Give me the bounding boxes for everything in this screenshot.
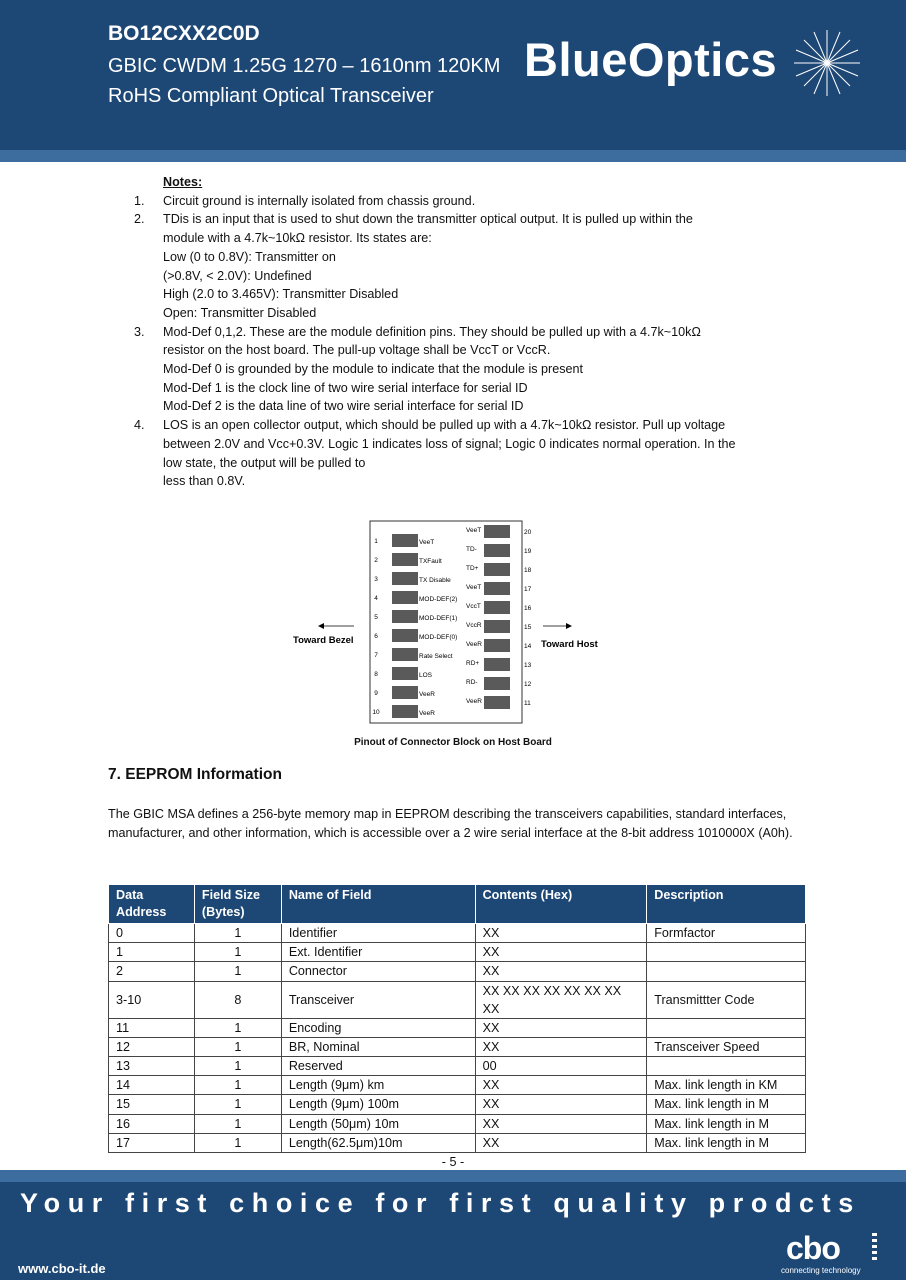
brand-logo: BlueOptics [524,33,778,86]
table-cell: Connector [281,962,475,981]
pin-label: VeeT [466,527,482,534]
pin-number: 6 [374,633,378,640]
table-cell: 1 [194,1133,281,1152]
product-compliance: RoHS Compliant Optical Transceiver [108,85,434,107]
table-cell: XX [475,1018,647,1037]
pin-number: 7 [374,652,378,659]
pin-label: TD+ [466,565,479,572]
starburst-icon [792,28,862,98]
product-code: BO12CXX2C0D [108,22,260,45]
table-cell: 0 [109,924,195,943]
cbo-logo: cbo [786,1230,840,1266]
note-line: module with a 4.7k~10kΩ resistor. Its states are: [163,231,432,246]
table-header-row [109,885,806,924]
footer-divider [0,1170,906,1182]
table-row [109,1056,806,1075]
notes-section [108,173,808,491]
table-cell: Identifier [281,924,475,943]
table-cell: 15 [109,1095,195,1114]
pin-label: RD+ [466,660,480,667]
table-cell: Length (9μm) 100m [281,1095,475,1114]
note-item [108,210,808,322]
column-header: Field Size (Bytes) [194,885,281,924]
note-line: Circuit ground is internally isolated from chassis ground. [163,193,476,208]
pin-pad [484,696,510,709]
table-row [109,1018,806,1037]
table-cell: Max. link length in M [647,1114,806,1133]
table-cell: XX [475,1095,647,1114]
table-cell: XX [475,1114,647,1133]
table-row [109,1095,806,1114]
pin-label: TXFault [419,558,442,565]
table-cell: Formfactor [647,924,806,943]
product-subtitle: GBIC CWDM 1.25G 1270 – 1610nm 120KM [108,55,501,77]
table-cell: Length (9μm) km [281,1076,475,1095]
table-cell [647,1056,806,1075]
pin-pad [484,601,510,614]
table-body [109,924,806,1153]
table-cell: XX [475,1037,647,1056]
table-cell: Length(62.5μm)10m [281,1133,475,1152]
note-line: Mod-Def 1 is the clock line of two wire serial interface for serial ID [163,380,528,395]
toward-bezel-label: Toward Bezel [293,635,354,646]
pin-label: MOD-DEF(2) [419,596,458,603]
pin-number: 19 [524,548,532,555]
pin-label: VccR [466,622,482,629]
table-cell: Max. link length in M [647,1133,806,1152]
pin-label: MOD-DEF(1) [419,615,458,622]
table-cell: 1 [194,943,281,962]
note-item [108,323,808,417]
pin-pad [392,667,418,680]
note-line: Low (0 to 0.8V): Transmitter on [163,249,336,264]
table-row [109,1133,806,1152]
pin-label: VeeR [466,698,482,705]
table-cell [647,962,806,981]
table-row [109,943,806,962]
toward-host-arrow [543,623,572,629]
pin-pad [484,582,510,595]
table-cell: 1 [194,1095,281,1114]
pin-label: VeeR [466,641,482,648]
pin-label: VeeR [419,710,435,717]
pin-number: 14 [524,643,532,650]
pin-number: 13 [524,662,532,669]
toward-host-label: Toward Host [541,639,598,650]
pin-number: 1 [374,538,378,545]
pin-number: 16 [524,605,532,612]
table-cell: 1 [194,1056,281,1075]
section-title: 7. EEPROM Information [108,766,282,783]
table-cell: 12 [109,1037,195,1056]
pinout-diagram [288,518,598,728]
note-line: resistor on the host board. The pull-up voltage shall be VccT or VccR. [163,343,551,358]
footer-website-link[interactable]: www.cbo-it.de [18,1261,106,1276]
table-row [109,924,806,943]
table-cell: 14 [109,1076,195,1095]
pin-label: TX Disable [419,577,451,584]
note-line: between 2.0V and Vcc+0.3V. Logic 1 indicates loss of signal; Logic 0 indicates normal operation. In the [163,436,736,451]
table-cell: 00 [475,1056,647,1075]
table-cell: 1 [194,1076,281,1095]
pin-pad [392,572,418,585]
pin-number: 20 [524,529,532,536]
pin-label: VeeT [466,584,482,591]
pin-pad [484,639,510,652]
table-row [109,1037,806,1056]
pin-number: 9 [374,690,378,697]
pin-label: Rate Select [419,653,453,660]
table-cell: 1 [194,1018,281,1037]
pin-pad [484,677,510,690]
pin-label: VccT [466,603,481,610]
pin-label: VeeT [419,539,435,546]
eeprom-table [108,884,806,1153]
pin-number: 11 [524,700,531,707]
cbo-logo-dots-icon [871,1232,879,1262]
table-cell: 2 [109,962,195,981]
pin-pad [484,525,510,538]
footer-slogan: Your first choice for first quality prodcts [20,1188,861,1218]
note-line: High (2.0 to 3.465V): Transmitter Disabled [163,287,399,302]
pin-pad [392,648,418,661]
table-cell: Max. link length in KM [647,1076,806,1095]
note-line: Mod-Def 0,1,2. These are the module definition pins. They should be pulled up with a 4.7k~10kΩ [163,324,701,339]
header-divider [0,150,906,162]
pin-label: MOD-DEF(0) [419,634,458,641]
notes-list [108,192,808,491]
pin-pad [392,591,418,604]
notes-heading: Notes: [163,175,203,189]
table-row [109,1076,806,1095]
pin-pad [392,553,418,566]
table-cell: 17 [109,1133,195,1152]
table-cell: 1 [109,943,195,962]
table-cell: Ext. Identifier [281,943,475,962]
column-header: Description [647,885,806,924]
table-cell: Transceiver [281,981,475,1018]
pin-pad [392,686,418,699]
pin-number: 3 [374,576,378,583]
note-number: 4. [134,418,145,433]
note-number: 2. [134,212,145,227]
diagram-caption: Pinout of Connector Block on Host Board [354,737,552,748]
pin-label: LOS [419,672,433,679]
table-cell: XX [475,943,647,962]
pin-pad [484,563,510,576]
pin-number: 18 [524,567,532,574]
table-cell: XX XX XX XX XX XX XX XX [475,981,647,1018]
cbo-tagline: connecting technology [781,1266,861,1275]
toward-bezel-arrow [318,623,354,629]
table-cell: BR, Nominal [281,1037,475,1056]
note-item [108,192,808,211]
pin-number: 15 [524,624,532,631]
column-header: Name of Field [281,885,475,924]
note-line: low state, the output will be pulled to [163,455,366,470]
page-number: - 5 - [441,1155,465,1169]
pin-number: 10 [372,709,380,716]
table-cell: Length (50μm) 10m [281,1114,475,1133]
table-cell: 1 [194,1037,281,1056]
table-cell: XX [475,1133,647,1152]
pin-pad [392,610,418,623]
note-number: 1. [134,193,145,208]
pin-label: TD- [466,546,477,553]
pin-label: VeeR [419,691,435,698]
table-cell: 1 [194,962,281,981]
note-line: (>0.8V, < 2.0V): Undefined [163,268,312,283]
note-item [108,416,808,491]
table-cell: 16 [109,1114,195,1133]
table-cell: Max. link length in M [647,1095,806,1114]
note-number: 3. [134,324,145,339]
note-line: less than 0.8V. [163,474,246,489]
table-cell: XX [475,962,647,981]
table-cell: 1 [194,1114,281,1133]
column-header: Contents (Hex) [475,885,647,924]
table-cell: 13 [109,1056,195,1075]
section-paragraph: The GBIC MSA defines a 256-byte memory map in EEPROM describing the transceivers capabilities, standard interfaces, manufacturer, and other information, which is accessible over a 2 wire serial interface at the 8-bit address 1010000X (A0h). [108,807,793,840]
table-cell: Transmittter Code [647,981,806,1018]
pin-number: 4 [374,595,378,602]
note-line: Mod-Def 0 is grounded by the module to indicate that the module is present [163,362,584,377]
note-line: LOS is an open collector output, which should be pulled up with a 4.7k~10kΩ resistor. Pull up voltage [163,418,726,433]
pin-number: 8 [374,671,378,678]
pin-pad [484,658,510,671]
table-cell: 3-10 [109,981,195,1018]
table-cell: XX [475,1076,647,1095]
note-line: TDis is an input that is used to shut down the transmitter optical output. It is pulled up within the [163,212,693,227]
pin-number: 17 [524,586,532,593]
note-line: Open: Transmitter Disabled [163,305,317,320]
table-row [109,981,806,1018]
table-cell: Encoding [281,1018,475,1037]
pin-pad [392,705,418,718]
table-cell: 11 [109,1018,195,1037]
pin-number: 12 [524,681,532,688]
table-cell: 8 [194,981,281,1018]
table-cell: Reserved [281,1056,475,1075]
table-row [109,1114,806,1133]
pin-pad [484,620,510,633]
table-cell [647,1018,806,1037]
pin-pad [392,629,418,642]
table-cell: XX [475,924,647,943]
table-cell: Transceiver Speed [647,1037,806,1056]
table-cell [647,943,806,962]
table-row [109,962,806,981]
pin-number: 2 [374,557,378,564]
column-header: Data Address [109,885,195,924]
pin-number: 5 [374,614,378,621]
pin-pad [392,534,418,547]
pin-label: RD- [466,679,478,686]
pin-pad [484,544,510,557]
table-cell: 1 [194,924,281,943]
note-line: Mod-Def 2 is the data line of two wire serial interface for serial ID [163,399,524,414]
